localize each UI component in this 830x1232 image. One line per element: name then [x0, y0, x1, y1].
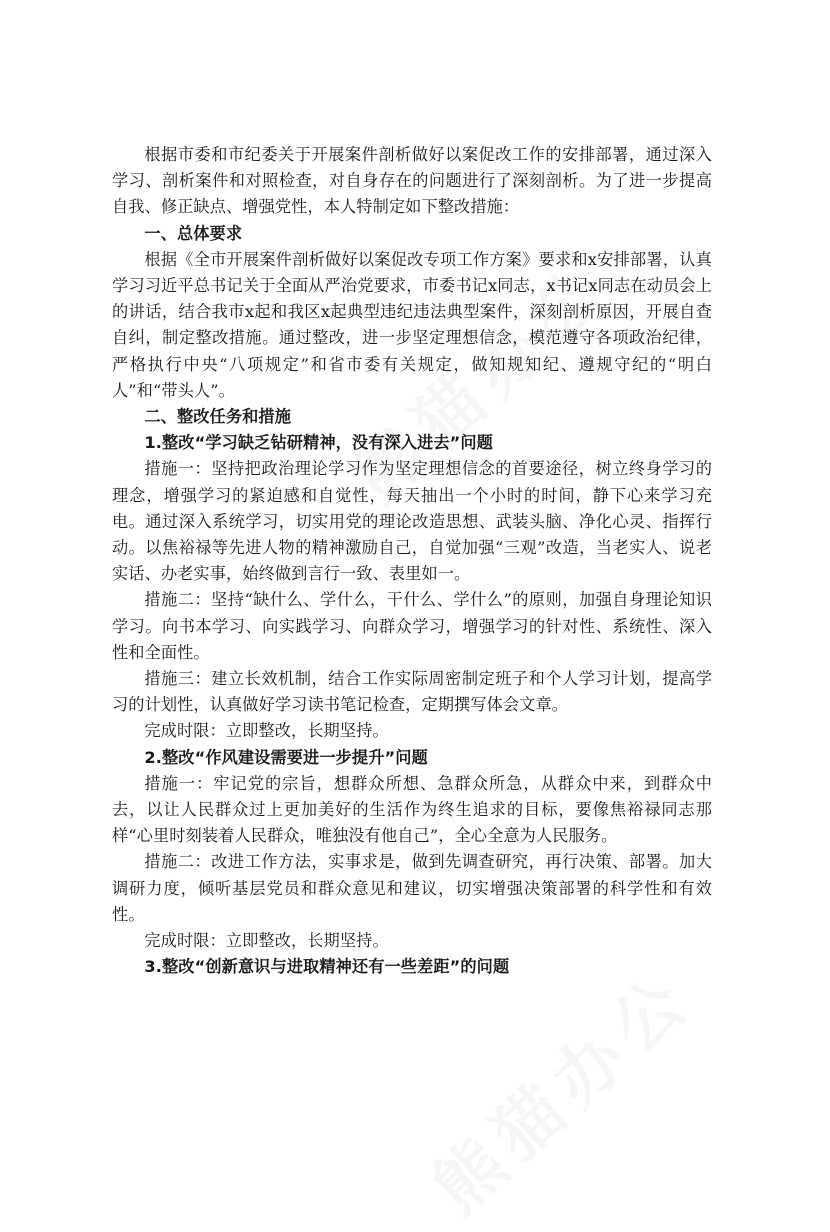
intro-paragraph: 根据市委和市纪委关于开展案件剖析做好以案促改工作的安排部署，通过深入学习、剖析案件和对照检查，对自身存在的问题进行了深刻剖析。为了进一步提高自我、修正缺点、增强党性，本人特制定如下整改措施：: [112, 145, 712, 217]
item-heading-2: 2.整改“作风建设需要进一步提升”问题: [144, 747, 428, 767]
section-heading-tasks-measures: 二、整改任务和措施: [144, 407, 291, 427]
item2-deadline: 完成时限：立即整改，长期坚持。: [144, 931, 389, 951]
item2-measure-2: 措施二：改进工作方法，实事求是，做到先调查研究，再行决策、部署。加大调研力度，倾听基层党员和群众意见和建议，切实增强决策部署的科学性和有效性。: [112, 852, 712, 924]
item1-measure-2: 措施二：坚持“缺什么、学什么，干什么、学什么”的原则，加强自身理论知识学习。向书本学习、向实践学习、向群众学习，增强学习的针对性、系统性、深入性和全面性。: [112, 590, 712, 662]
item1-deadline: 完成时限：立即整改，长期坚持。: [144, 721, 389, 741]
item-heading-3: 3.整改“创新意识与进取精神还有一些差距”的问题: [144, 957, 510, 977]
section-heading-general-requirements: 一、总体要求: [144, 223, 243, 243]
general-requirements-paragraph: 根据《全市开展案件剖析做好以案促改专项工作方案》要求和x安排部署，认真学习习近平总书记关于全面从严治党要求，市委书记x同志，x书记x同志在动员会上的讲话，结合我市x起和我区x起典型违纪违法典型案件，深刻剖析原因，开展自查自纠，制定整改措施。通过整改，进一步坚定理想信念，模范遵守各项政治纪律，严格执行中央“八项规定”和省市委有关规定，做知规知纪、遵规守纪的“明白人”和“带头人”。: [112, 249, 712, 400]
watermark: [409, 945, 712, 1231]
item2-measure-1: 措施一：牢记党的宗旨，想群众所想、急群众所急，从群众中来，到群众中去，以让人民群众过上更加美好的生活作为终生追求的目标，要像焦裕禄同志那样“心里时刻装着人民群众，唯独没有他自己”，全心全意为人民服务。: [112, 773, 712, 846]
item1-measure-1: 措施一：坚持把政治理论学习作为坚定理想信念的首要途径，树立终身学习的理念，增强学习的紧迫感和自觉性，每天抽出一个小时的时间，静下心来学习充电。通过深入系统学习，切实用党的理论改造思想、武装头脑、净化心灵、指挥行动。以焦裕禄等先进人物的精神激励自己，自觉加强“三观”改造，当老实人、说老实话、办老实事，始终做到言行一致、表里如一。: [112, 459, 712, 584]
item-heading-1: 1.整改“学习缺乏钻研精神，没有深入进去”问题: [144, 433, 493, 453]
item1-measure-3: 措施三：建立长效机制，结合工作实际周密制定班子和个人学习计划，提高学习的计划性，认真做好学习读书笔记检查，定期撰写体会文章。: [112, 669, 712, 715]
document-body: [112, 142, 712, 981]
